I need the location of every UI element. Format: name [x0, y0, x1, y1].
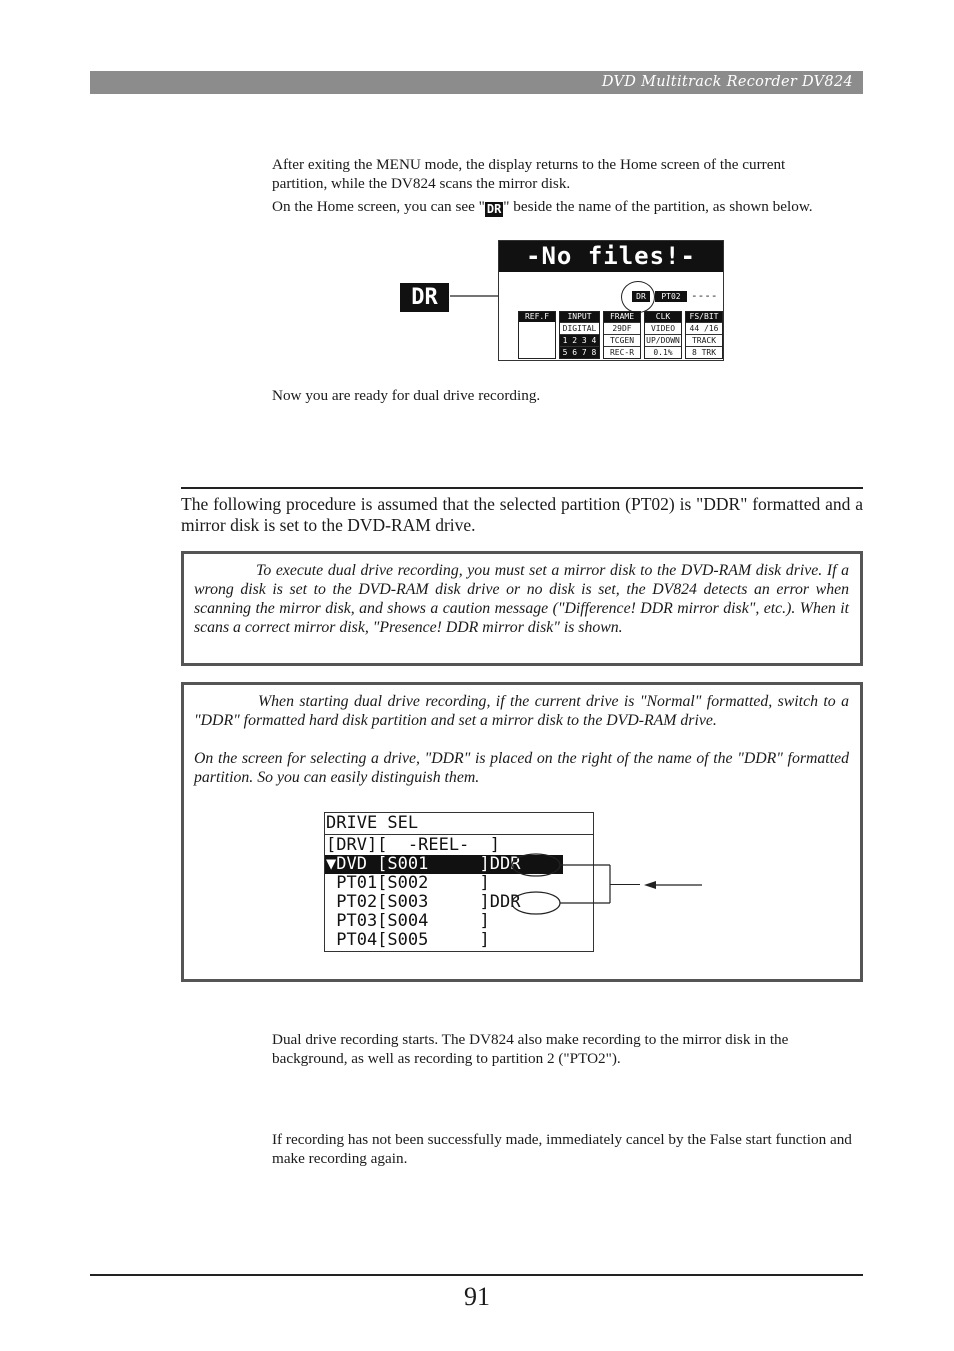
cell-line: DIGITAL — [560, 322, 599, 334]
cell-line: 29DF — [604, 322, 640, 334]
footer-rule — [90, 1274, 863, 1276]
cell-line: 1 2 3 4 — [560, 334, 599, 346]
cell-line: 8 TRK — [686, 346, 722, 358]
page-number: 91 — [464, 1282, 490, 1311]
lcd-row-pt02: PT02[S003 ]DDR — [326, 892, 521, 912]
cell-line: 5 6 7 8 — [560, 346, 599, 358]
home-screen-display — [498, 240, 724, 361]
status-cell-fsbit — [685, 311, 723, 359]
note-2-text-1: When starting dual drive recording, if the current drive is "Normal" formatted, switch to a "DDR" formatted hard disk partition and set a mirror disk to the DVD-RAM drive. — [194, 693, 849, 729]
header-title: DVD Multitrack Recorder DV824 — [601, 74, 853, 90]
intro-paragraph-2 — [272, 197, 834, 217]
highlight-circle — [621, 281, 655, 313]
intro-paragraph-2-after: " beside the name of the partition, as shown below. — [503, 198, 813, 215]
cell-head-ref: REF.F — [519, 312, 555, 322]
ready-text: Now you are ready for dual drive recording. — [272, 387, 541, 404]
status-cell-ref — [518, 311, 556, 359]
dashes: ---- — [691, 289, 718, 302]
cell-line: 44 /16 — [686, 322, 722, 334]
note-1-text: To execute dual drive recording, you must set a mirror disk to the DVD-RAM disk drive. If a wrong disk is set to the DVD-RAM disk drive or no disk is set, the DV824 detects an error when scanning the mirror disk, and shows a caution message ("Difference! DDR mirror disk", etc.). When it scans a correct mirror disk, "Presence! DDR mirror disk" is shown. — [194, 562, 849, 636]
bracket-connector — [610, 884, 640, 885]
lcd-row-pt03: PT03[S004 ] — [326, 911, 490, 931]
step-text: Dual drive recording starts. The DV824 also make recording to the mirror disk in the background, as well as recording to partition 2 ("PTO2"). — [272, 1031, 789, 1067]
note-box-ddr-drive — [181, 682, 863, 982]
section-rule — [181, 487, 863, 489]
partition-label: PT02 — [655, 291, 687, 302]
arrow-left-icon — [644, 878, 704, 892]
note-box-mirror-disk — [181, 551, 863, 666]
cell-head-clk: CLK — [645, 312, 681, 322]
cell-line: TCGEN — [604, 334, 640, 346]
intro-paragraph-2-before: On the Home screen, you can see " — [272, 198, 485, 215]
cell-line: UP/DOWN — [646, 336, 680, 345]
note-2-text-2: On the screen for selecting a drive, "DDR" is placed on the right of the name of the "DDR" formatted partition. So you can easily distinguish them. — [194, 750, 849, 786]
status-cell-input — [559, 311, 600, 359]
lcd-title: DRIVE SEL — [326, 813, 419, 833]
dr-badge: DR — [632, 291, 650, 302]
cell-line: 0.1% — [645, 346, 681, 358]
cell-head-fsbit: FS/BIT — [686, 312, 722, 322]
header-bar — [90, 71, 863, 94]
lcd-row-pt04: PT04[S005 ] — [326, 930, 490, 950]
status-cell-clk — [644, 311, 682, 359]
dr-inline-icon: DR — [486, 202, 502, 216]
lead-paragraph: The following procedure is assumed that the selected partition (PT02) is "DDR" formatted and a mirror disk is set to the DVD-RAM drive. — [181, 494, 863, 535]
cell-head-frame: FRAME — [604, 312, 640, 322]
cell-line: REC-R — [604, 346, 640, 358]
dr-icon-large: DR — [400, 283, 449, 312]
lcd-header-row: [DRV][ -REEL- ] — [326, 835, 500, 855]
cell-line: VIDEO — [645, 322, 681, 334]
intro-paragraph-1: After exiting the MENU mode, the display returns to the Home screen of the current partition, while the DV824 scans the mirror disk. — [272, 156, 786, 192]
lcd-row-pt01: PT01[S002 ] — [326, 873, 490, 893]
false-start-text: If recording has not been successfully made, immediately cancel by the False start function and make recording again. — [272, 1131, 852, 1167]
no-files-banner: -No files!- — [499, 241, 723, 272]
cell-head-input: INPUT — [560, 312, 599, 322]
lcd-row-dvd: ▼DVD [S001 ]DDR — [325, 855, 563, 874]
cell-line: TRACK — [686, 334, 722, 346]
status-cell-frame — [603, 311, 641, 359]
